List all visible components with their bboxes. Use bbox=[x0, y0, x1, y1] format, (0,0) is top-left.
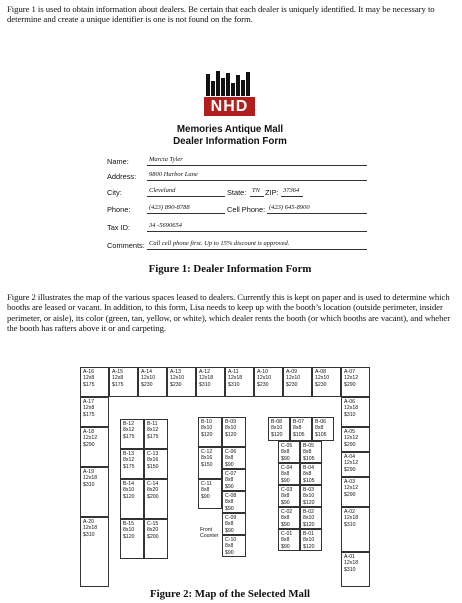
booth-size: 8x8 bbox=[281, 449, 290, 456]
booth-size: 12x12 bbox=[344, 435, 359, 442]
booth-price: $120 bbox=[225, 431, 237, 438]
booth-price: $175 bbox=[123, 463, 135, 470]
booth-price: $90 bbox=[281, 521, 290, 528]
booth-a-13 bbox=[167, 367, 196, 397]
booth-price: $175 bbox=[83, 411, 95, 418]
booth-id: C-07 bbox=[225, 471, 237, 477]
booth-size: 8x8 bbox=[315, 425, 324, 432]
booth-b-05 bbox=[300, 441, 322, 463]
booth-size: 12x10 bbox=[141, 375, 156, 382]
booth-a-12 bbox=[196, 367, 225, 397]
booth-id: C-08 bbox=[225, 493, 237, 499]
booth-id: C-05 bbox=[281, 443, 293, 449]
booth-price: $175 bbox=[123, 433, 135, 440]
phone-underline bbox=[147, 213, 225, 214]
booth-size: 8x8 bbox=[281, 471, 290, 478]
booth-size: 8x8 bbox=[303, 471, 312, 478]
taxid-label: Tax ID: bbox=[107, 223, 130, 232]
booth-price: $230 bbox=[257, 381, 269, 388]
front-counter-line2: Counter bbox=[200, 533, 219, 540]
booth-b-03 bbox=[300, 485, 322, 507]
logo-text: NHD bbox=[210, 98, 249, 115]
booth-a-15 bbox=[109, 367, 138, 397]
comments-value: Call cell phone first. Up to 15% discount is approved. bbox=[149, 240, 290, 247]
booth-size: 8x8 bbox=[225, 477, 234, 484]
booth-size: 12x18 bbox=[344, 405, 359, 412]
booth-price: $90 bbox=[281, 543, 290, 550]
booth-a-03 bbox=[341, 477, 370, 507]
booth-id: B-07 bbox=[293, 419, 304, 425]
booth-price: $230 bbox=[170, 381, 182, 388]
booth-price: $175 bbox=[83, 381, 95, 388]
booth-size: 12x18 bbox=[199, 375, 214, 382]
booth-price: $310 bbox=[344, 566, 356, 573]
booth-price: $90 bbox=[281, 499, 290, 506]
booth-size: 12x8 bbox=[83, 375, 95, 382]
booth-c-11 bbox=[198, 479, 222, 509]
comments-underline bbox=[147, 249, 367, 250]
address-value: 9800 Harbor Lane bbox=[149, 171, 198, 178]
city-underline bbox=[147, 196, 225, 197]
booth-size: 12x8 bbox=[83, 405, 95, 412]
booth-size: 12x8 bbox=[112, 375, 124, 382]
booth-size: 8x8 bbox=[225, 455, 234, 462]
booth-a-16 bbox=[80, 367, 109, 397]
booth-price: $230 bbox=[315, 381, 327, 388]
booth-id: C-10 bbox=[225, 537, 237, 543]
front-counter-label bbox=[200, 527, 218, 540]
booth-price: $290 bbox=[344, 466, 356, 473]
booth-size: 12x18 bbox=[228, 375, 243, 382]
booth-size: 8x8 bbox=[201, 487, 210, 494]
booth-c-06 bbox=[222, 447, 246, 469]
cell-label: Cell Phone: bbox=[227, 205, 266, 214]
booth-price: $105 bbox=[315, 431, 327, 438]
booth-id: A-14 bbox=[141, 369, 152, 375]
booth-b-12 bbox=[120, 419, 144, 449]
booth-b-07 bbox=[290, 417, 312, 441]
booth-b-04 bbox=[300, 463, 322, 485]
booth-a-18 bbox=[80, 427, 109, 467]
booth-id: A-09 bbox=[286, 369, 297, 375]
booth-size: 12x18 bbox=[344, 515, 359, 522]
booth-size: 8x12 bbox=[147, 427, 159, 434]
booth-b-09 bbox=[222, 417, 246, 447]
booth-price: $105 bbox=[293, 431, 305, 438]
mall-map bbox=[80, 367, 380, 587]
booth-a-01 bbox=[341, 552, 370, 587]
address-label: Address: bbox=[107, 172, 137, 181]
booth-size: 12x18 bbox=[83, 475, 98, 482]
booth-id: B-15 bbox=[123, 521, 134, 527]
booth-a-06 bbox=[341, 397, 370, 427]
booth-a-11 bbox=[225, 367, 254, 397]
booth-id: B-08 bbox=[271, 419, 282, 425]
zip-underline bbox=[281, 196, 303, 197]
booth-id: B-01 bbox=[303, 531, 314, 537]
booth-a-05 bbox=[341, 427, 370, 452]
booth-price: $310 bbox=[83, 481, 95, 488]
state-label: State: bbox=[227, 188, 247, 197]
comments-label: Comments: bbox=[107, 241, 145, 250]
booth-price: $230 bbox=[286, 381, 298, 388]
booth-price: $120 bbox=[303, 499, 315, 506]
form-title-line2: Dealer Information Form bbox=[173, 136, 287, 147]
booth-price: $290 bbox=[344, 381, 356, 388]
booth-id: C-03 bbox=[281, 487, 293, 493]
booth-b-11 bbox=[144, 419, 168, 449]
city-value: Cleveland bbox=[149, 187, 176, 194]
booth-price: $200 bbox=[147, 533, 159, 540]
booth-c-03 bbox=[278, 485, 300, 507]
booth-price: $290 bbox=[344, 491, 356, 498]
booth-id: B-06 bbox=[315, 419, 326, 425]
booth-b-10 bbox=[198, 417, 222, 447]
booth-b-06 bbox=[312, 417, 334, 441]
booth-size: 8x12 bbox=[123, 427, 135, 434]
booth-a-20 bbox=[80, 517, 109, 587]
booth-id: A-16 bbox=[83, 369, 94, 375]
booth-size: 8x8 bbox=[225, 521, 234, 528]
booth-a-17 bbox=[80, 397, 109, 427]
booth-size: 8x8 bbox=[225, 543, 234, 550]
taxid-underline bbox=[147, 231, 367, 232]
booth-size: 8x10 bbox=[225, 425, 237, 432]
booth-id: B-13 bbox=[123, 451, 134, 457]
zip-label: ZIP: bbox=[265, 188, 279, 197]
booth-id: A-17 bbox=[83, 399, 94, 405]
booth-size: 8x8 bbox=[281, 515, 290, 522]
booth-c-05 bbox=[278, 441, 300, 463]
booth-price: $90 bbox=[225, 483, 234, 490]
booth-c-02 bbox=[278, 507, 300, 529]
booth-size: 8x10 bbox=[271, 425, 283, 432]
booth-id: B-10 bbox=[201, 419, 212, 425]
name-label: Name: bbox=[107, 157, 129, 166]
booth-size: 12x18 bbox=[83, 525, 98, 532]
booth-size: 12x12 bbox=[344, 485, 359, 492]
booth-id: A-02 bbox=[344, 509, 355, 515]
booth-size: 8x20 bbox=[147, 527, 159, 534]
booth-id: A-18 bbox=[83, 429, 94, 435]
booth-c-09 bbox=[222, 513, 246, 535]
booth-id: B-03 bbox=[303, 487, 314, 493]
booth-size: 12x10 bbox=[286, 375, 301, 382]
booth-id: A-10 bbox=[257, 369, 268, 375]
booth-size: 8x10 bbox=[201, 425, 213, 432]
booth-c-04 bbox=[278, 463, 300, 485]
booth-id: C-01 bbox=[281, 531, 293, 537]
booth-price: $105 bbox=[303, 455, 315, 462]
cell-underline bbox=[267, 213, 367, 214]
booth-b-01 bbox=[300, 529, 322, 551]
booth-size: 8x10 bbox=[123, 527, 135, 534]
booth-id: A-08 bbox=[315, 369, 326, 375]
booth-id: B-12 bbox=[123, 421, 134, 427]
booth-size: 8x10 bbox=[303, 537, 315, 544]
booth-a-10 bbox=[254, 367, 283, 397]
front-counter-line1: Front bbox=[200, 527, 213, 533]
booth-id: A-03 bbox=[344, 479, 355, 485]
booth-price: $90 bbox=[225, 505, 234, 512]
booth-size: 12x12 bbox=[83, 435, 98, 442]
booth-c-07 bbox=[222, 469, 246, 491]
booth-size: 8x16 bbox=[201, 455, 213, 462]
booth-price: $310 bbox=[83, 531, 95, 538]
booth-price: $230 bbox=[141, 381, 153, 388]
booth-id: C-06 bbox=[225, 449, 237, 455]
booth-id: A-13 bbox=[170, 369, 181, 375]
booth-a-02 bbox=[341, 507, 370, 552]
booth-c-13 bbox=[144, 449, 168, 479]
booth-price: $120 bbox=[303, 521, 315, 528]
name-value: Marcia Tyler bbox=[149, 156, 183, 163]
booth-id: C-13 bbox=[147, 451, 159, 457]
booth-id: A-07 bbox=[344, 369, 355, 375]
taxid-value: 34 -5690654 bbox=[149, 222, 183, 229]
booth-size: 12x10 bbox=[257, 375, 272, 382]
booth-c-08 bbox=[222, 491, 246, 513]
booth-id: B-14 bbox=[123, 481, 134, 487]
booth-price: $120 bbox=[123, 493, 135, 500]
name-underline bbox=[147, 165, 367, 166]
booth-a-14 bbox=[138, 367, 167, 397]
phone-label: Phone: bbox=[107, 205, 131, 214]
booth-size: 8x8 bbox=[293, 425, 302, 432]
booth-a-07 bbox=[341, 367, 370, 397]
booth-c-12 bbox=[198, 447, 222, 479]
state-value: TN bbox=[252, 187, 260, 194]
booth-b-02 bbox=[300, 507, 322, 529]
booth-size: 8x12 bbox=[123, 457, 135, 464]
booth-size: 12x12 bbox=[344, 460, 359, 467]
zip-value: 37364 bbox=[283, 187, 300, 194]
booth-id: B-11 bbox=[147, 421, 158, 427]
booth-id: C-14 bbox=[147, 481, 159, 487]
figure1-caption: Figure 1: Dealer Information Form bbox=[148, 263, 312, 275]
booth-b-15 bbox=[120, 519, 144, 559]
booth-price: $150 bbox=[201, 461, 213, 468]
booth-price: $120 bbox=[123, 533, 135, 540]
booth-size: 12x10 bbox=[315, 375, 330, 382]
booth-c-15 bbox=[144, 519, 168, 559]
cell-value: (423) 645-8900 bbox=[269, 204, 310, 211]
booth-id: B-09 bbox=[225, 419, 236, 425]
booth-id: A-11 bbox=[228, 369, 239, 375]
booth-a-09 bbox=[283, 367, 312, 397]
booth-size: 8x10 bbox=[303, 493, 315, 500]
booth-price: $120 bbox=[303, 543, 315, 550]
booth-price: $175 bbox=[147, 433, 159, 440]
booth-c-10 bbox=[222, 535, 246, 557]
booth-id: B-04 bbox=[303, 465, 314, 471]
booth-id: C-04 bbox=[281, 465, 293, 471]
nhd-logo bbox=[202, 69, 258, 124]
booth-size: 8x16 bbox=[147, 457, 159, 464]
booth-c-14 bbox=[144, 479, 168, 519]
booth-size: 8x10 bbox=[123, 487, 135, 494]
booth-price: $90 bbox=[281, 477, 290, 484]
booth-id: C-02 bbox=[281, 509, 293, 515]
booth-price: $310 bbox=[344, 521, 356, 528]
booth-id: A-06 bbox=[344, 399, 355, 405]
booth-price: $105 bbox=[303, 477, 315, 484]
booth-size: 8x8 bbox=[281, 537, 290, 544]
booth-b-08 bbox=[268, 417, 290, 441]
booth-id: B-02 bbox=[303, 509, 314, 515]
booth-id: C-12 bbox=[201, 449, 213, 455]
form-title-line1: Memories Antique Mall bbox=[176, 124, 284, 135]
booth-price: $90 bbox=[225, 461, 234, 468]
booth-price: $175 bbox=[112, 381, 124, 388]
booth-size: 8x10 bbox=[303, 515, 315, 522]
booth-id: A-05 bbox=[344, 429, 355, 435]
booth-price: $90 bbox=[201, 493, 210, 500]
phone-value: (423) 890-8788 bbox=[149, 204, 190, 211]
booth-price: $150 bbox=[147, 463, 159, 470]
booth-size: 12x18 bbox=[344, 560, 359, 567]
booth-a-04 bbox=[341, 452, 370, 477]
booth-id: C-11 bbox=[201, 481, 212, 487]
map-description-paragraph: Figure 2 illustrates the map of the various spaces leased to dealers. Currently this is kept on paper and is used to determine which booths are leased or vacant. In addition, to this form, Lisa needs to keep up with the booth’s location (outside perimeter, insider perimeter, or aisle), its color (green, tan, yellow, or white), which dealer rents the booth (or which booths are vacant), and wheher the booth has rafters above it or and carpeting. bbox=[7, 292, 451, 334]
booth-size: 8x8 bbox=[303, 449, 312, 456]
booth-size: 8x20 bbox=[147, 487, 159, 494]
booth-price: $120 bbox=[271, 431, 283, 438]
booth-price: $310 bbox=[228, 381, 240, 388]
booth-id: C-09 bbox=[225, 515, 237, 521]
booth-id: B-05 bbox=[303, 443, 314, 449]
booth-price: $200 bbox=[147, 493, 159, 500]
booth-id: A-12 bbox=[199, 369, 210, 375]
intro-paragraph: Figure 1 is used to obtain information about dealers. Be certain that each dealer is uniquely identified. It may be necessary to determine and create a unique identifier is one is not found on the form. bbox=[7, 4, 435, 25]
booth-size: 12x12 bbox=[344, 375, 359, 382]
booth-id: A-15 bbox=[112, 369, 123, 375]
booth-id: A-20 bbox=[83, 519, 94, 525]
booth-price: $290 bbox=[83, 441, 95, 448]
booth-id: C-15 bbox=[147, 521, 159, 527]
booth-c-01 bbox=[278, 529, 300, 551]
booth-size: 8x8 bbox=[281, 493, 290, 500]
booth-price: $120 bbox=[201, 431, 213, 438]
booth-size: 12x10 bbox=[170, 375, 185, 382]
booth-id: A-04 bbox=[344, 454, 355, 460]
booth-id: A-01 bbox=[344, 554, 355, 560]
figure2-caption: Figure 2: Map of the Selected Mall bbox=[150, 588, 310, 600]
booth-size: 8x8 bbox=[225, 499, 234, 506]
booth-id: A-19 bbox=[83, 469, 94, 475]
booth-b-14 bbox=[120, 479, 144, 519]
booth-price: $90 bbox=[281, 455, 290, 462]
booth-price: $310 bbox=[199, 381, 211, 388]
booth-a-08 bbox=[312, 367, 341, 397]
booth-price: $90 bbox=[225, 549, 234, 556]
booth-price: $310 bbox=[344, 411, 356, 418]
booth-a-19 bbox=[80, 467, 109, 517]
booth-price: $90 bbox=[225, 527, 234, 534]
city-label: City: bbox=[107, 188, 122, 197]
booth-price: $290 bbox=[344, 441, 356, 448]
address-underline bbox=[147, 180, 367, 181]
state-underline bbox=[250, 196, 264, 197]
booth-b-13 bbox=[120, 449, 144, 479]
